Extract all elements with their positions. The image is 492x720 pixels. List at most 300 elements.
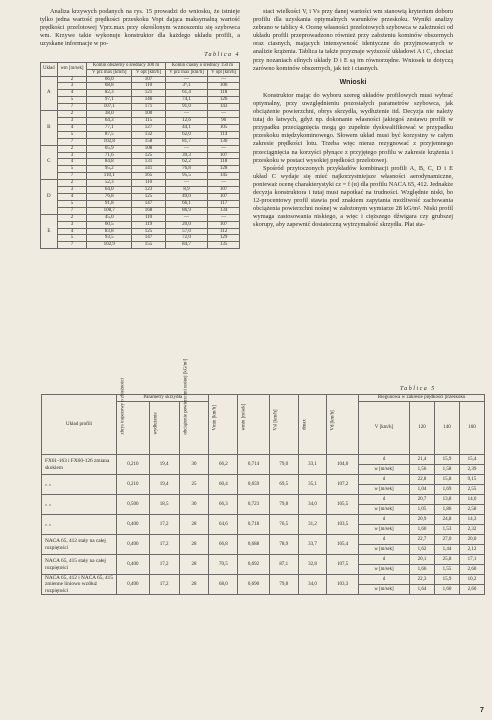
table-cell: 3 <box>57 83 87 90</box>
table-cell: 0,718 <box>238 515 270 535</box>
table-cell: 66,2 <box>209 455 238 475</box>
table-cell: 19,4 <box>149 455 179 475</box>
table-cell: 2,60 <box>460 585 485 595</box>
table-row <box>41 187 240 194</box>
table-cell: — <box>208 76 240 83</box>
section-heading: Wnioski <box>339 78 367 86</box>
table-cell: 95,2 <box>87 166 132 173</box>
table-cell: 2,58 <box>460 505 485 515</box>
table-cell: 1,62 <box>410 545 435 555</box>
table-cell: — <box>208 145 240 152</box>
col-header-uklad: Układ <box>41 62 58 76</box>
table-cell: 112 <box>208 228 240 235</box>
left-column <box>40 8 240 249</box>
table-cell: 84,7 <box>165 242 207 249</box>
table-cell: 108 <box>132 145 166 152</box>
table-cell: 5 <box>57 97 87 104</box>
group-label: D <box>41 180 58 215</box>
table-cell: 110 <box>132 214 166 221</box>
profile-name: „ „ <box>42 515 117 535</box>
table-cell: 76,8 <box>165 166 207 173</box>
table-cell: 1,86 <box>435 505 460 515</box>
table-cell: 28 <box>179 555 209 575</box>
table-cell: 125 <box>132 152 166 159</box>
table-cell: 91,8 <box>87 200 132 207</box>
table-cell: 125 <box>132 193 166 200</box>
table-cell: — <box>165 76 207 83</box>
table-cell: 141 <box>132 166 166 173</box>
table-cell: 84,8 <box>87 159 132 166</box>
table-cell: 155 <box>132 242 166 249</box>
table-cell: 1,60 <box>410 525 435 535</box>
profile-name: „ „ <box>42 475 117 495</box>
table-cell: 2,55 <box>460 485 485 495</box>
table-cell: 3 <box>57 221 87 228</box>
table-cell: 52,3 <box>87 180 132 187</box>
table-cell: 0,210 <box>117 455 150 475</box>
table-cell: 4 <box>57 159 87 166</box>
col-header-biegunowa: Biegunowa w zakresie prędkości przeskoku <box>359 395 485 402</box>
table-row <box>41 166 240 173</box>
profile-name: „ „ <box>42 495 117 515</box>
table-cell: 132 <box>132 131 166 138</box>
table-cell: 15,4 <box>460 455 485 465</box>
table-cell: 15,9 <box>435 575 460 585</box>
table-row <box>42 475 485 485</box>
row-label-w: w [m/sek] <box>359 565 410 575</box>
table-row <box>42 535 485 545</box>
table-cell: 2 <box>57 214 87 221</box>
table-cell: 134 <box>208 207 240 214</box>
table-cell: 121 <box>132 90 166 97</box>
table-cell: 17,2 <box>149 535 179 555</box>
table-cell: 131 <box>132 159 166 166</box>
profile-name: NACA 65, 412 stały na całej rozpiętości <box>42 535 117 555</box>
table-5-body <box>42 455 485 595</box>
col-header-vd: Vd [km/h] <box>327 395 359 455</box>
table-cell: 66,0 <box>87 76 132 83</box>
table-cell: 44,1 <box>165 124 207 131</box>
table-cell: 70,5 <box>209 555 238 575</box>
table-cell: 0,400 <box>117 535 150 555</box>
table-cell: 93,5 <box>87 235 132 242</box>
table-cell: 35,1 <box>298 475 327 495</box>
table-cell: 0,400 <box>117 515 150 535</box>
table-cell: 107 <box>208 221 240 228</box>
paragraph: staci wielkości V, i Vs przy danej wartości wm stanowią kryterium doboru profilu dla uzyskania optymalnych warunków przeskoku. Wyniki analizy zebrano w tablicy 4. Ocenę własności przelotowych szybowca w zależności od układu profili przeprowadzono również przy założeniu kominów obszernych oraz ciasnych, mających intensywność identyczne do przyjmowanych w analizie krążenia. Tablica ta także przyznaje wyższość układowi A i C, chociaż przy nozaniach silnych układy D i E są im równorzędne. Wniosek te dotyczą zarówno kominów obszernych, jak też i ciasnych. <box>253 8 453 72</box>
table-row <box>41 90 240 97</box>
table-row <box>41 152 240 159</box>
table-cell: 0,688 <box>238 535 270 555</box>
table-cell: 2 <box>57 180 87 187</box>
table-cell: 25 <box>179 475 209 495</box>
paragraph: Konstruktor mając do wyboru szereg układów profilowych musi wybrać optymalny, przy uwzględnieniu pozostałych parametrów szybowca, jak obciążenie powierzchni, obrys skrzydła, wydłużenie itd. Decyzja nie należy tutaj do łatwych, gdyż np. dokonanie własności jakiegoś zestawu profili w przypadku przeciągnięcia mogą go zupełnie dyskwalifikować w przypadku przeskoku międzykominowego. Słowem układ musi być korzystny w całym zakresie prędkości lotu. Trzeba więc nieraz rezygnować z przyjemnego przeciągnięcia na korzyści płynące z przyjętego profilu w zakresie krążenia i przeskoku w postaci wysokiej prędkości przelotowej. <box>253 91 453 164</box>
table-cell: 68,8 <box>87 83 132 90</box>
table-cell: 64,3 <box>87 118 132 125</box>
table-row <box>41 235 240 242</box>
table-cell: 57,0 <box>165 228 207 235</box>
row-label-d: d <box>359 515 410 525</box>
col-header-160: 160 <box>460 402 485 455</box>
group-label: E <box>41 214 58 249</box>
table-cell: — <box>208 111 240 118</box>
table-cell: 146 <box>132 97 166 104</box>
table-row <box>41 228 240 235</box>
table-cell: 21,4 <box>410 455 435 465</box>
table-cell: 1,64 <box>410 585 435 595</box>
table-cell: 65,9 <box>87 145 132 152</box>
table-cell: 1,44 <box>435 545 460 555</box>
table-cell: 17,1 <box>460 555 485 565</box>
table-cell: 107,5 <box>327 555 359 575</box>
table-cell: 103,3 <box>327 575 359 595</box>
table-row <box>41 242 240 249</box>
col-header-140: 140 <box>435 402 460 455</box>
table-cell: 79,8 <box>269 495 298 515</box>
table-cell: 118 <box>208 90 240 97</box>
table-cell: 104,0 <box>327 455 359 475</box>
table-cell: — <box>165 180 207 187</box>
table-cell: 7 <box>57 104 87 111</box>
table-cell: 96 <box>208 118 240 125</box>
table-cell: 3 <box>57 118 87 125</box>
table-cell: 7 <box>57 173 87 180</box>
table-cell: 2 <box>57 145 87 152</box>
row-label-w: w [m/sek] <box>359 505 410 515</box>
table-caption: Tablica 5 <box>400 386 436 392</box>
table-cell: 87,1 <box>269 555 298 575</box>
table-cell: 20,1 <box>410 555 435 565</box>
table-cell: 78,9 <box>269 535 298 555</box>
row-label-d: d <box>359 555 410 565</box>
col-header-dmax: dmax <box>298 395 327 455</box>
col-header-obciazenie: obciążenie powierzchni nośnej [kG/m²] <box>179 402 209 455</box>
table-cell: 33,1 <box>298 455 327 475</box>
table-cell: 4 <box>57 228 87 235</box>
table-cell: 2 <box>57 76 87 83</box>
table-cell: 165 <box>132 173 166 180</box>
table-cell: 5 <box>57 235 87 242</box>
table-cell: 129 <box>208 235 240 242</box>
table-row <box>41 138 240 145</box>
table-cell: 107 <box>208 152 240 159</box>
table-cell: 107,1 <box>87 104 132 111</box>
table-cell: 30 <box>179 455 209 475</box>
table-cell: 107 <box>132 76 166 83</box>
table-cell: 2,12 <box>460 545 485 555</box>
table-cell: — <box>165 145 207 152</box>
table-cell: 2,39 <box>460 465 485 475</box>
table-cell: 102,8 <box>87 138 132 145</box>
col-header-wm: wm [m/sek] <box>57 62 87 76</box>
table-cell: 3 <box>57 187 87 194</box>
table-cell: 0,692 <box>238 555 270 575</box>
table-cell: 108,7 <box>87 207 132 214</box>
table-cell: 3 <box>57 152 87 159</box>
table-cell: 0,500 <box>117 495 150 515</box>
table-cell: 86,9 <box>165 207 207 214</box>
col-header-parametry: Parametry skrzydła <box>117 395 209 402</box>
row-label-w: w [m/sek] <box>359 525 410 535</box>
table-cell: 81,7 <box>165 138 207 145</box>
row-label-d: d <box>359 475 410 485</box>
table-cell: 118 <box>208 159 240 166</box>
table-cell: 4 <box>57 124 87 131</box>
table-cell: 28 <box>179 515 209 535</box>
table-row <box>41 180 240 187</box>
table-cell: 66,8 <box>209 535 238 555</box>
table-cell: 15,9 <box>435 455 460 465</box>
table-cell: 62,2 <box>165 159 207 166</box>
table-cell: 17,2 <box>149 515 179 535</box>
table-cell: — <box>208 214 240 221</box>
table-cell: 20,0 <box>165 221 207 228</box>
table-cell: 20,7 <box>410 495 435 505</box>
table-cell: 4 <box>57 90 87 97</box>
table-cell: 64,0 <box>87 187 132 194</box>
table-cell: 147 <box>132 235 166 242</box>
table-cell: 0,690 <box>238 575 270 595</box>
table-cell: 22,7 <box>410 535 435 545</box>
table-cell: 71,6 <box>87 152 132 159</box>
col-header-120: 120 <box>410 402 435 455</box>
table-cell: 127 <box>132 124 166 131</box>
table-cell: 105,5 <box>327 495 359 515</box>
table-cell: 7 <box>57 242 87 249</box>
table-cell: 60,5 <box>87 221 132 228</box>
table-cell: 25,8 <box>435 555 460 565</box>
table-cell: 7 <box>57 207 87 214</box>
table-cell: 64,6 <box>209 515 238 535</box>
table-cell: 9,15 <box>460 475 485 485</box>
table-cell: 39,3 <box>165 152 207 159</box>
table-cell: 0,723 <box>238 495 270 515</box>
table-cell: 95,5 <box>165 173 207 180</box>
group-label: B <box>41 111 58 146</box>
table-cell: 171 <box>132 104 166 111</box>
table-cell: 1,69 <box>435 485 460 495</box>
table-cell: 107 <box>208 187 240 194</box>
table-cell: 61,4 <box>165 90 207 97</box>
table-cell: 0,400 <box>117 575 150 595</box>
table-cell: 79,8 <box>269 575 298 595</box>
col-header-vmin: Vmin [km/h] <box>209 395 238 455</box>
row-label-w: w [m/sek] <box>359 465 410 475</box>
row-label-d: d <box>359 575 410 585</box>
table-cell: 22,8 <box>410 475 435 485</box>
table-cell: — <box>165 214 207 221</box>
table-cell: 5 <box>57 200 87 207</box>
table-cell: 28 <box>179 535 209 555</box>
table-cell: 12,6 <box>165 118 207 125</box>
col-header-wmin: wmin [m/sek] <box>238 395 270 455</box>
table-cell: 97,1 <box>87 97 132 104</box>
table-cell: 76,8 <box>87 193 132 200</box>
row-label-d: d <box>359 455 410 465</box>
table-row <box>41 173 240 180</box>
table-cell: 14,3 <box>460 515 485 525</box>
table-cell: 34,0 <box>298 575 327 595</box>
table-cell: 119 <box>132 221 166 228</box>
table-cell: 28 <box>179 575 209 595</box>
table-cell: 158 <box>132 138 166 145</box>
table-cell: 130 <box>208 138 240 145</box>
col-header-vprz: V prz max [km/h] <box>87 69 132 76</box>
table-row <box>41 118 240 125</box>
col-header-komin-obszerny: Komin obszerny o średnicy 300 m <box>87 62 166 69</box>
table-cell: 91,0 <box>165 104 207 111</box>
table-row <box>41 159 240 166</box>
profile-name: FX61-163 i FX60-126 zmiana skokiem <box>42 455 117 475</box>
table-row <box>41 131 240 138</box>
table-cell: 1,53 <box>435 525 460 535</box>
table-cell: 87,5 <box>87 131 132 138</box>
paragraph: Spośród przytoczonych przykładów kombinacji profili A, B, C, D i E układ C wydaje się mieć najkorzystniejsze własności aerodynamiczne, ponieważ ocenę charakterystyki cz = f (α) dla profilu NACA 65, 412. Jednakże decyzja konstruktora i tutaj musi napotkać na trudności. Względnie niski, bo 12-procentowy profil stawia pod znakiem zapytania możliwość zachowania obciążenia powierzchni nośnej w założonym wymiarze 28 kG/m². Niski profil wymaga zastosowania niskiego, a więc i cięższego dźwigara czy grubszej skorupy, aby zapewnić dostateczną wytrzymałość skrzydła. Płat sta- <box>253 164 453 229</box>
table-cell: 5 <box>57 131 87 138</box>
right-column <box>253 8 453 229</box>
table-cell: 68,0 <box>209 575 238 595</box>
table-cell: 103,5 <box>327 515 359 535</box>
table-cell: 34,0 <box>298 495 327 515</box>
table-cell: 82,3 <box>87 90 132 97</box>
table-cell: 0,714 <box>238 455 270 475</box>
table-cell: 2,60 <box>460 565 485 575</box>
table-cell: 115 <box>132 118 166 125</box>
table-row <box>41 104 240 111</box>
table-row <box>41 207 240 214</box>
col-header-vopt: V opt [km/h] <box>132 69 166 76</box>
table-cell: 7 <box>57 138 87 145</box>
table-cell: 49,0 <box>165 193 207 200</box>
table-cell: 27,0 <box>435 535 460 545</box>
table-cell: 1,55 <box>435 565 460 575</box>
table-cell: 1,05 <box>410 505 435 515</box>
table-cell: 125 <box>132 228 166 235</box>
col-header-vprz: V prz max [km/h] <box>165 69 207 76</box>
table-cell: 1,04 <box>410 485 435 495</box>
table-caption: Tablica 4 <box>204 52 240 59</box>
table-cell: — <box>208 180 240 187</box>
table-cell: 69,5 <box>269 475 298 495</box>
table-row <box>41 76 240 83</box>
profile-name: NACA 65, 412 i NACA 65, 415 zmienne liniowo wzdłuż rozpiętości <box>42 575 117 595</box>
table-cell: 62,0 <box>165 131 207 138</box>
row-label-w: w [m/sek] <box>359 585 410 595</box>
table-cell: 1,58 <box>435 465 460 475</box>
row-label-w: w [m/sek] <box>359 485 410 495</box>
table-row <box>41 200 240 207</box>
table-cell: 17,2 <box>149 575 179 595</box>
table-cell: — <box>165 111 207 118</box>
table-row <box>42 555 485 565</box>
table-cell: 100 <box>132 111 166 118</box>
table-cell: 38,0 <box>87 111 132 118</box>
table-cell: 114 <box>208 131 240 138</box>
group-label: A <box>41 76 58 111</box>
table-cell: 2 <box>57 111 87 118</box>
table-cell: 22,3 <box>410 575 435 585</box>
table-row <box>42 455 485 465</box>
row-label-d: d <box>359 535 410 545</box>
table-cell: 4 <box>57 193 87 200</box>
table-cell: 8,9 <box>165 187 207 194</box>
table-row <box>42 495 485 505</box>
table-cell: 14,0 <box>460 495 485 505</box>
table-cell: 20,9 <box>410 515 435 525</box>
table-cell: 79,0 <box>269 455 298 475</box>
row-label-d: d <box>359 495 410 505</box>
table-4 <box>40 62 240 250</box>
table-cell: 0,659 <box>238 475 270 495</box>
table-cell: 145 <box>208 173 240 180</box>
table-cell: 32,8 <box>298 555 327 575</box>
table-cell: 106 <box>208 83 240 90</box>
table-cell: 117 <box>208 200 240 207</box>
table-row <box>41 145 240 152</box>
table-row <box>41 193 240 200</box>
table-cell: 126 <box>208 97 240 104</box>
table-cell: 20,0 <box>460 535 485 545</box>
page-number: 7 <box>480 707 484 714</box>
table-row <box>42 515 485 525</box>
table-row <box>41 83 240 90</box>
table-cell: 24,8 <box>435 515 460 525</box>
table-cell: 147 <box>132 200 166 207</box>
table-cell: 135 <box>208 242 240 249</box>
table-cell: 5 <box>57 166 87 173</box>
table-cell: 102,9 <box>87 242 132 249</box>
table-cell: 72,0 <box>165 235 207 242</box>
table-cell: 10,2 <box>460 575 485 585</box>
table-cell: 105 <box>208 124 240 131</box>
table-cell: 19,4 <box>149 475 179 495</box>
table-4-body <box>41 76 240 249</box>
table-cell: 18,5 <box>149 495 179 515</box>
table-cell: 3⁵,1 <box>165 83 207 90</box>
table-row <box>41 97 240 104</box>
table-cell: 143 <box>208 104 240 111</box>
col-header-uklad-profili: Układ profili <box>42 395 117 455</box>
col-header-komin-ciasny: Komin ciasny o średnicy 150 m <box>165 62 239 69</box>
table-cell: 168 <box>132 207 166 214</box>
table-cell: 17,2 <box>149 555 179 575</box>
table-cell: 1,66 <box>410 565 435 575</box>
table-row <box>41 221 240 228</box>
table-cell: 74,1 <box>165 97 207 104</box>
col-header-vsl: Vsl [km/h] <box>269 395 298 455</box>
table-cell: 128 <box>208 166 240 173</box>
table-cell: 31,2 <box>298 515 327 535</box>
col-header-zbieznosc: zbrys trapezowy o zbieżności <box>117 402 150 455</box>
table-cell: 76,5 <box>269 515 298 535</box>
table-cell: 83,8 <box>87 228 132 235</box>
row-label-w: w [m/sek] <box>359 545 410 555</box>
table-row <box>41 124 240 131</box>
table-cell: 0,400 <box>117 555 150 575</box>
table-row <box>42 575 485 585</box>
table-cell: 110,1 <box>87 173 132 180</box>
table-cell: 33,7 <box>298 535 327 555</box>
table-cell: 13,8 <box>435 495 460 505</box>
table-cell: 1,56 <box>410 465 435 475</box>
table-cell: 107,2 <box>327 475 359 495</box>
table-row <box>41 111 240 118</box>
table-cell: 66,3 <box>209 495 238 515</box>
table-cell: 105,4 <box>327 535 359 555</box>
table-cell: 15,8 <box>435 475 460 485</box>
table-cell: 45,0 <box>87 214 132 221</box>
table-cell: 66,1 <box>165 200 207 207</box>
